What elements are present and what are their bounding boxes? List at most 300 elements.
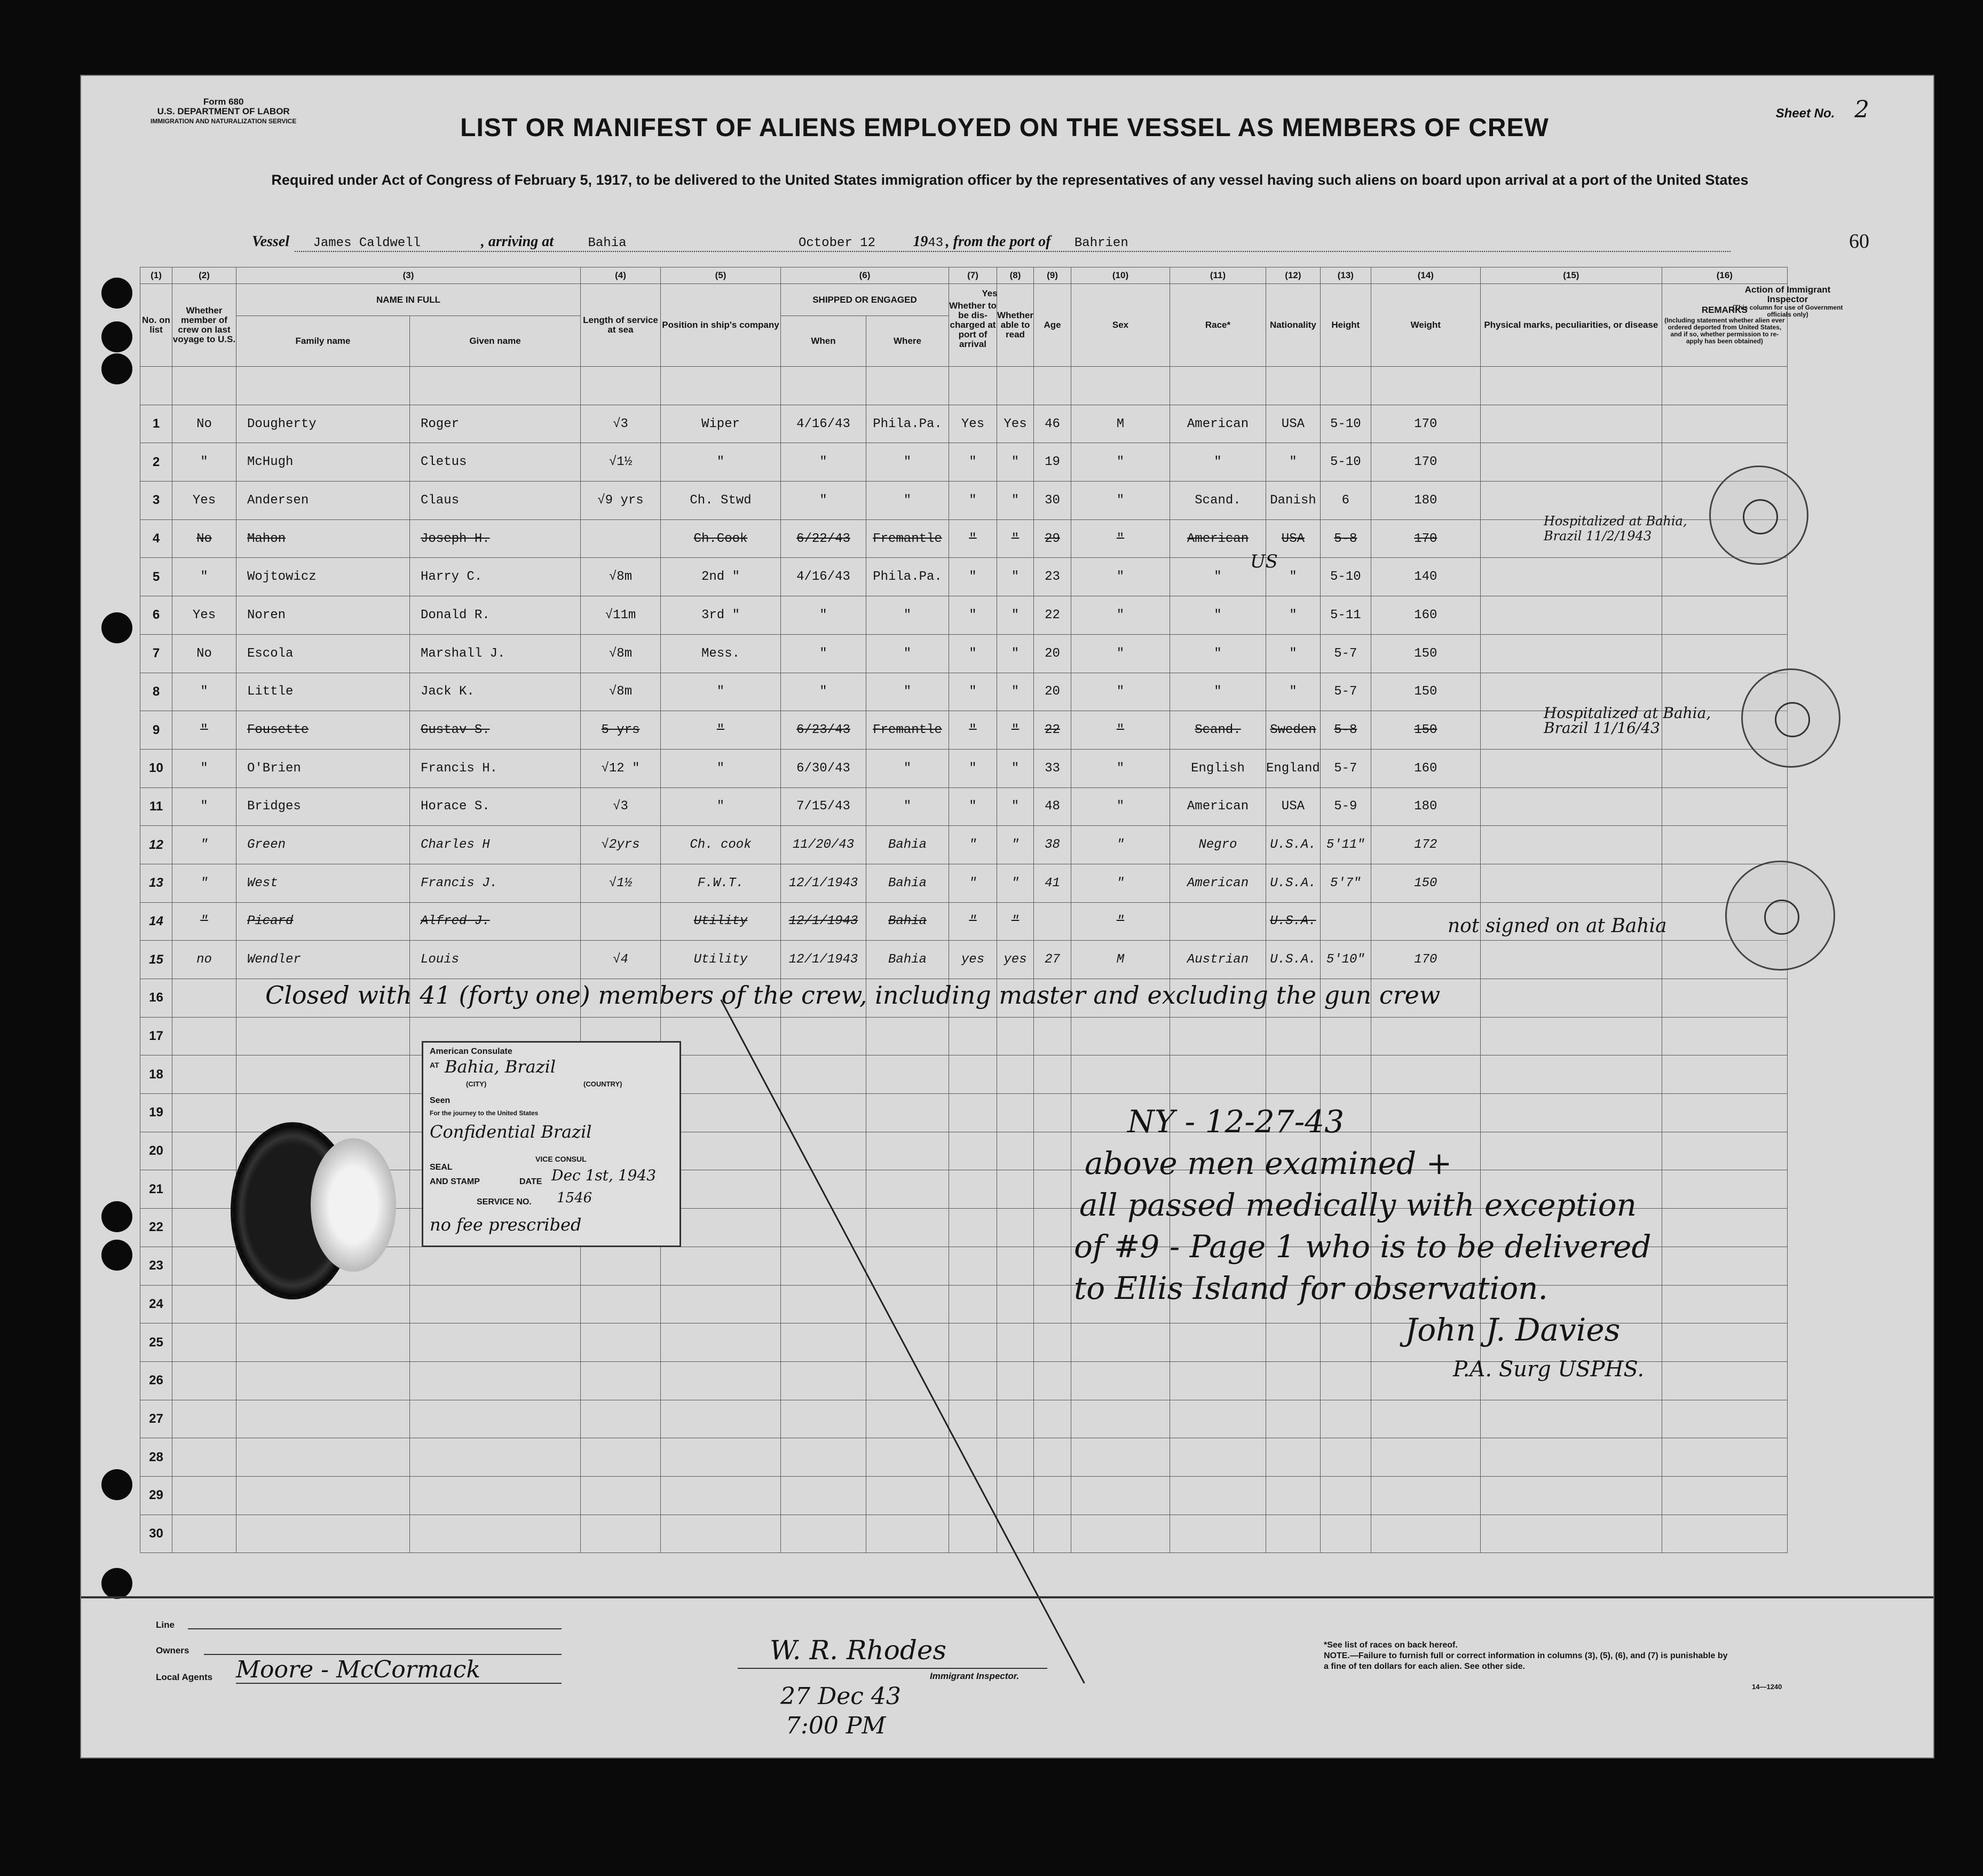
cell-member-last-voyage: No (172, 405, 236, 443)
cell-weight: 180 (1371, 482, 1480, 520)
cell-length-of-service (581, 519, 661, 558)
quarantine-stamp (1709, 466, 1808, 565)
arrival-year: 43 (928, 236, 944, 250)
cell-member-last-voyage: " (172, 749, 236, 787)
vessel-line (252, 233, 1128, 250)
cell-able-to-read: " (997, 864, 1034, 902)
cell-member-last-voyage: Yes (172, 596, 236, 635)
empty-cell (1480, 1400, 1662, 1438)
row-number: 3 (140, 482, 172, 520)
cell-physical-marks (1480, 558, 1662, 596)
cell-able-to-read: " (997, 596, 1034, 635)
sheet-number-block (1776, 96, 1869, 123)
empty-cell (997, 1094, 1034, 1132)
cell-member-last-voyage: " (172, 558, 236, 596)
empty-cell (949, 1094, 997, 1132)
row-number: 20 (140, 1132, 172, 1170)
cell-discharged: Yes (949, 405, 997, 443)
empty-cell (1662, 1209, 1787, 1247)
empty-cell (997, 1285, 1034, 1323)
empty-cell (1480, 1055, 1662, 1094)
row-number: 11 (140, 787, 172, 826)
empty-cell (1662, 1055, 1787, 1094)
consul-seen: Seen (430, 1096, 451, 1105)
cell-weight: 170 (1371, 519, 1480, 558)
empty-cell (866, 1476, 949, 1515)
empty-cell (1266, 1055, 1321, 1094)
empty-cell (1480, 979, 1662, 1018)
empty-cell (866, 1323, 949, 1362)
empty-cell (1662, 1515, 1787, 1553)
empty-cell (781, 1400, 866, 1438)
cell-length-of-service: √1½ (581, 864, 661, 902)
empty-cell (172, 1247, 236, 1285)
row-number: 30 (140, 1515, 172, 1553)
vessel-label: Vessel (252, 233, 289, 250)
empty-cell (781, 1285, 866, 1323)
empty-cell (581, 1476, 661, 1515)
cell-height: 5-8 (1320, 711, 1371, 750)
cell-able-to-read: " (997, 558, 1034, 596)
cell-nationality: USA (1266, 519, 1321, 558)
binder-hole (101, 1240, 132, 1271)
cell-discharged: " (949, 826, 997, 864)
empty-cell (781, 1094, 866, 1132)
cell-height: 6 (1320, 482, 1371, 520)
quarantine-stamp (1725, 861, 1835, 971)
empty-cell (781, 1170, 866, 1209)
cell-weight: 170 (1371, 405, 1480, 443)
cell-position: Utility (661, 941, 781, 979)
empty-cell (997, 1055, 1034, 1094)
cell-family-name: Fousette (236, 711, 410, 750)
empty-cell (172, 1094, 236, 1132)
cell-age: 22 (1034, 711, 1071, 750)
cell-race: " (1170, 634, 1266, 673)
empty-cell (949, 1055, 997, 1094)
cell-weight: 180 (1371, 787, 1480, 826)
cell-sex: " (1071, 826, 1170, 864)
table-row (140, 1017, 1788, 1055)
empty-cell (1480, 1094, 1662, 1132)
empty-cell (236, 1055, 410, 1094)
empty-cell (236, 1361, 410, 1400)
cell-given-name: Joseph H. (410, 519, 581, 558)
cell-height: 5'7" (1320, 864, 1371, 902)
table-row (140, 673, 1788, 711)
header-shipped: SHIPPED OR ENGAGED (781, 284, 949, 316)
empty-cell (1034, 1094, 1071, 1132)
empty-cell (1320, 1017, 1371, 1055)
empty-cell (1071, 1017, 1170, 1055)
row-number: 22 (140, 1209, 172, 1247)
empty-cell (1071, 1323, 1170, 1362)
consul-journey: For the journey to the United States (430, 1109, 539, 1117)
vessel-underline (295, 251, 1731, 252)
cell-family-name: McHugh (236, 443, 410, 482)
cell-sex: " (1071, 673, 1170, 711)
empty-cell (661, 1515, 781, 1553)
cell-discharged: " (949, 902, 997, 941)
empty-cell (172, 1209, 236, 1247)
row-number: 28 (140, 1438, 172, 1477)
form-header-block (151, 97, 296, 126)
cell-age: 23 (1034, 558, 1071, 596)
empty-cell (1266, 1323, 1321, 1362)
consular-stamp-box (422, 1041, 681, 1247)
cell-physical-marks (1480, 596, 1662, 635)
empty-cell (1170, 1323, 1266, 1362)
empty-cell (581, 1400, 661, 1438)
empty-cell (997, 1438, 1034, 1477)
cell-age (1034, 902, 1071, 941)
empty-cell (1662, 1017, 1787, 1055)
medical-signature-title: P.A. Surg USPHS. (1453, 1357, 1645, 1382)
empty-cell (949, 1515, 997, 1553)
document-subtitle: Required under Act of Congress of February 5, 1917, to be delivered to the United States immigration officer by the representatives of any vessel having such aliens on board upon arrival at a port of the United States (271, 172, 1749, 188)
empty-cell (1034, 1476, 1071, 1515)
cell-family-name: West (236, 864, 410, 902)
cell-able-to-read: " (997, 749, 1034, 787)
col-num: (15) (1480, 267, 1662, 284)
empty-cell (1320, 1323, 1371, 1362)
empty-cell (410, 1323, 581, 1362)
empty-cell (172, 1515, 236, 1553)
empty-cell (1371, 1094, 1480, 1132)
cell-member-last-voyage: Yes (172, 482, 236, 520)
empty-cell (1034, 1209, 1071, 1247)
action-note: (This column for use of Government officials only) (1732, 304, 1843, 318)
cell-nationality: " (1266, 673, 1321, 711)
cell-discharged: " (949, 787, 997, 826)
row-number: 26 (140, 1361, 172, 1400)
arriving-label: , arriving at (480, 233, 554, 250)
cell-family-name: Escola (236, 634, 410, 673)
cell-nationality: Danish (1266, 482, 1321, 520)
empty-cell (236, 1476, 410, 1515)
cell-member-last-voyage: " (172, 864, 236, 902)
empty-cell (236, 1017, 410, 1055)
empty-cell (172, 1017, 236, 1055)
cell-height: 5-10 (1320, 405, 1371, 443)
remarks-title: REMARKS (1701, 305, 1748, 315)
consul-no-fee: no fee prescribed (430, 1215, 582, 1235)
empty-cell (997, 1017, 1034, 1055)
table-row (140, 558, 1788, 596)
cell-length-of-service (581, 902, 661, 941)
empty-cell (781, 1323, 866, 1362)
header-row-top (140, 284, 1788, 316)
empty-cell (1071, 1515, 1170, 1553)
cell-able-to-read: " (997, 673, 1034, 711)
empty-cell (866, 1094, 949, 1132)
cell-race (1170, 902, 1266, 941)
cell-given-name: Louis (410, 941, 581, 979)
cell-length-of-service: √1½ (581, 443, 661, 482)
empty-cell (1480, 1132, 1662, 1170)
cell-shipped-where: Bahia (866, 864, 949, 902)
service-name: IMMIGRATION AND NATURALIZATION SERVICE (151, 117, 297, 125)
cell-remarks (1662, 596, 1787, 635)
empty-cell (1320, 1515, 1371, 1553)
cell-shipped-when: 6/30/43 (781, 749, 866, 787)
form-number: Form 680 (203, 97, 244, 107)
cell-member-last-voyage: " (172, 711, 236, 750)
empty-cell (997, 1132, 1034, 1170)
empty-cell (1034, 1055, 1071, 1094)
empty-cell (781, 1515, 866, 1553)
cell-length-of-service: √8m (581, 558, 661, 596)
cell-member-last-voyage: " (172, 787, 236, 826)
empty-cell (410, 1361, 581, 1400)
header-given-name: Given name (410, 316, 581, 367)
empty-cell (781, 1247, 866, 1285)
empty-cell (1371, 1055, 1480, 1094)
cell-given-name: Francis J. (410, 864, 581, 902)
cell-shipped-when: " (781, 596, 866, 635)
empty-cell (1320, 1438, 1371, 1477)
table-row (140, 1476, 1788, 1515)
cell-given-name: Donald R. (410, 596, 581, 635)
footer-divider (81, 1596, 1933, 1598)
empty-cell (1071, 1438, 1170, 1477)
empty-cell (236, 1285, 410, 1323)
empty-cell (410, 1438, 581, 1477)
cell-position: Utility (661, 902, 781, 941)
cell-member-last-voyage: " (172, 826, 236, 864)
empty-cell (172, 1476, 236, 1515)
empty-cell (949, 1132, 997, 1170)
empty-cell (1266, 1438, 1321, 1477)
cell-race: English (1170, 749, 1266, 787)
cell-member-last-voyage: " (172, 902, 236, 941)
row-number: 4 (140, 519, 172, 558)
footer-owners-label: Owners (156, 1645, 189, 1656)
cell-sex: M (1071, 941, 1170, 979)
empty-cell (866, 1247, 949, 1285)
binder-hole (101, 1568, 132, 1599)
empty-cell (1266, 1515, 1321, 1553)
cell-given-name: Francis H. (410, 749, 581, 787)
row-number: 21 (140, 1170, 172, 1209)
medical-signature: John J. Davies (1405, 1312, 1621, 1348)
empty-cell (1662, 1438, 1787, 1477)
empty-cell (1170, 1515, 1266, 1553)
empty-cell (581, 1285, 661, 1323)
cell-nationality: Sweden (1266, 711, 1321, 750)
cell-nationality: " (1266, 596, 1321, 635)
cell-weight: 172 (1371, 826, 1480, 864)
binder-hole (101, 278, 132, 309)
cell-weight: 170 (1371, 941, 1480, 979)
cell-sex: " (1071, 558, 1170, 596)
cell-age: 41 (1034, 864, 1071, 902)
cell-age: 20 (1034, 673, 1071, 711)
empty-cell (1034, 1361, 1071, 1400)
cell-given-name: Harry C. (410, 558, 581, 596)
cell-race: " (1170, 443, 1266, 482)
cell-position: " (661, 749, 781, 787)
empty-cell (581, 1438, 661, 1477)
consul-date: Dec 1st, 1943 (551, 1166, 657, 1184)
cell-shipped-when: " (781, 634, 866, 673)
cell-nationality: England (1266, 749, 1321, 787)
cell-discharged: " (949, 749, 997, 787)
empty-cell (949, 1247, 997, 1285)
cell-nationality: USA (1266, 787, 1321, 826)
cell-height: 5-7 (1320, 634, 1371, 673)
cell-position: " (661, 711, 781, 750)
cell-discharged: " (949, 673, 997, 711)
cell-discharged: yes (949, 941, 997, 979)
empty-cell (661, 1247, 781, 1285)
cell-height: 5-11 (1320, 596, 1371, 635)
row-number: 7 (140, 634, 172, 673)
cell-nationality: U.S.A. (1266, 941, 1321, 979)
cell-shipped-where: Bahia (866, 941, 949, 979)
cell-position: Mess. (661, 634, 781, 673)
row-number: 5 (140, 558, 172, 596)
cell-discharged: " (949, 443, 997, 482)
cell-nationality: U.S.A. (1266, 864, 1321, 902)
binder-hole (101, 321, 132, 352)
cell-position: 3rd " (661, 596, 781, 635)
cell-age: 19 (1034, 443, 1071, 482)
column-number-row (140, 267, 1788, 284)
table-row (140, 405, 1788, 443)
empty-cell (1320, 1476, 1371, 1515)
cell-shipped-when: " (781, 443, 866, 482)
cell-height: 5-7 (1320, 673, 1371, 711)
cell-able-to-read: " (997, 902, 1034, 941)
cell-member-last-voyage: No (172, 519, 236, 558)
header-age: Age (1034, 284, 1071, 367)
footer-agents-value: Moore - McCormack (236, 1656, 481, 1683)
empty-cell (661, 1400, 781, 1438)
cell-weight: 150 (1371, 673, 1480, 711)
empty-cell (1662, 1247, 1787, 1285)
header-no-on-list: No. on list (140, 284, 172, 367)
header-height: Height (1320, 284, 1371, 367)
header-discharged-yes: Yes (982, 288, 998, 298)
empty-cell (1071, 1055, 1170, 1094)
empty-cell (1034, 1285, 1071, 1323)
header-name-in-full: NAME IN FULL (236, 284, 581, 316)
empty-cell (661, 1285, 781, 1323)
table-row (140, 1515, 1788, 1553)
medical-note-date: NY - 12-27-43 (1127, 1103, 1345, 1140)
cell-age: 38 (1034, 826, 1071, 864)
cell-given-name: Marshall J. (410, 634, 581, 673)
cell-shipped-where: Fremantle (866, 519, 949, 558)
empty-cell (172, 1361, 236, 1400)
remark-hospitalized-4: Hospitalized at Bahia, Brazil 11/2/1943 (1544, 514, 1687, 543)
cell-remarks (1662, 787, 1787, 826)
row-number: 12 (140, 826, 172, 864)
department-name: U.S. DEPARTMENT OF LABOR (157, 106, 290, 116)
cell-physical-marks (1480, 405, 1662, 443)
row-number: 16 (140, 979, 172, 1018)
cell-family-name: Andersen (236, 482, 410, 520)
row-number: 13 (140, 864, 172, 902)
empty-cell (1371, 1515, 1480, 1553)
cell-sex: " (1071, 711, 1170, 750)
cell-sex: M (1071, 405, 1170, 443)
cell-height: 5-7 (1320, 749, 1371, 787)
year-prefix: 19 (913, 233, 928, 250)
table-row (140, 1400, 1788, 1438)
sheet-number: 2 (1854, 96, 1869, 123)
empty-cell (949, 1017, 997, 1055)
remark-hospitalized-9: Hospitalized at Bahia, Brazil 11/16/43 (1544, 704, 1711, 737)
cell-able-to-read: " (997, 519, 1034, 558)
binder-hole (101, 612, 132, 643)
empty-cell (236, 1094, 410, 1132)
table-row (140, 864, 1788, 902)
consul-handwritten-note: Confidential Brazil (430, 1122, 592, 1142)
cell-sex: " (1071, 634, 1170, 673)
remark-not-signed: not signed on at Bahia (1448, 915, 1667, 937)
empty-cell (1034, 1438, 1071, 1477)
cell-discharged: " (949, 864, 997, 902)
empty-cell (1170, 1438, 1266, 1477)
empty-cell (1170, 1476, 1266, 1515)
inspector-label: Immigrant Inspector. (930, 1671, 1020, 1681)
cell-nationality: " (1266, 558, 1321, 596)
cell-race: " (1170, 558, 1266, 596)
row-number: 15 (140, 941, 172, 979)
embossed-seal (311, 1138, 396, 1272)
cell-sex: " (1071, 864, 1170, 902)
cell-shipped-where: Phila.Pa. (866, 558, 949, 596)
header-physical-marks: Physical marks, peculiarities, or disease (1480, 284, 1662, 367)
empty-cell (997, 1361, 1034, 1400)
cell-family-name: Bridges (236, 787, 410, 826)
arriving-port: Bahia (588, 236, 627, 250)
cell-nationality: U.S.A. (1266, 826, 1321, 864)
row-number: 27 (140, 1400, 172, 1438)
empty-cell (1371, 1438, 1480, 1477)
consul-heading: American Consulate (430, 1047, 512, 1056)
cell-family-name: Little (236, 673, 410, 711)
cell-family-name: O'Brien (236, 749, 410, 787)
empty-cell (1170, 1400, 1266, 1438)
empty-cell (1662, 1094, 1787, 1132)
cell-race: American (1170, 519, 1266, 558)
empty-cell (781, 1361, 866, 1400)
medical-note-line1: above men examined + (1085, 1145, 1452, 1181)
cell-member-last-voyage: no (172, 941, 236, 979)
empty-cell (410, 1285, 581, 1323)
row-number: 14 (140, 902, 172, 941)
empty-cell (949, 1170, 997, 1209)
vessel-name: James Caldwell (313, 236, 421, 250)
header-position: Position in ship's company (661, 284, 781, 367)
cell-age: 30 (1034, 482, 1071, 520)
consul-service-no: 1546 (557, 1190, 592, 1206)
header-discharged: Whether to be dis-charged at port of arrival (949, 284, 997, 367)
empty-cell (1034, 1323, 1071, 1362)
row-number: 25 (140, 1323, 172, 1362)
closing-statement: Closed with 41 (forty one) members of the crew, including master and excluding the gun crew (265, 981, 1441, 1010)
cell-able-to-read: " (997, 711, 1034, 750)
empty-cell (172, 979, 236, 1018)
empty-cell (1034, 1170, 1071, 1209)
cell-shipped-where: " (866, 749, 949, 787)
cell-discharged: " (949, 711, 997, 750)
cell-sex: " (1071, 519, 1170, 558)
cell-length-of-service: 5 yrs (581, 711, 661, 750)
